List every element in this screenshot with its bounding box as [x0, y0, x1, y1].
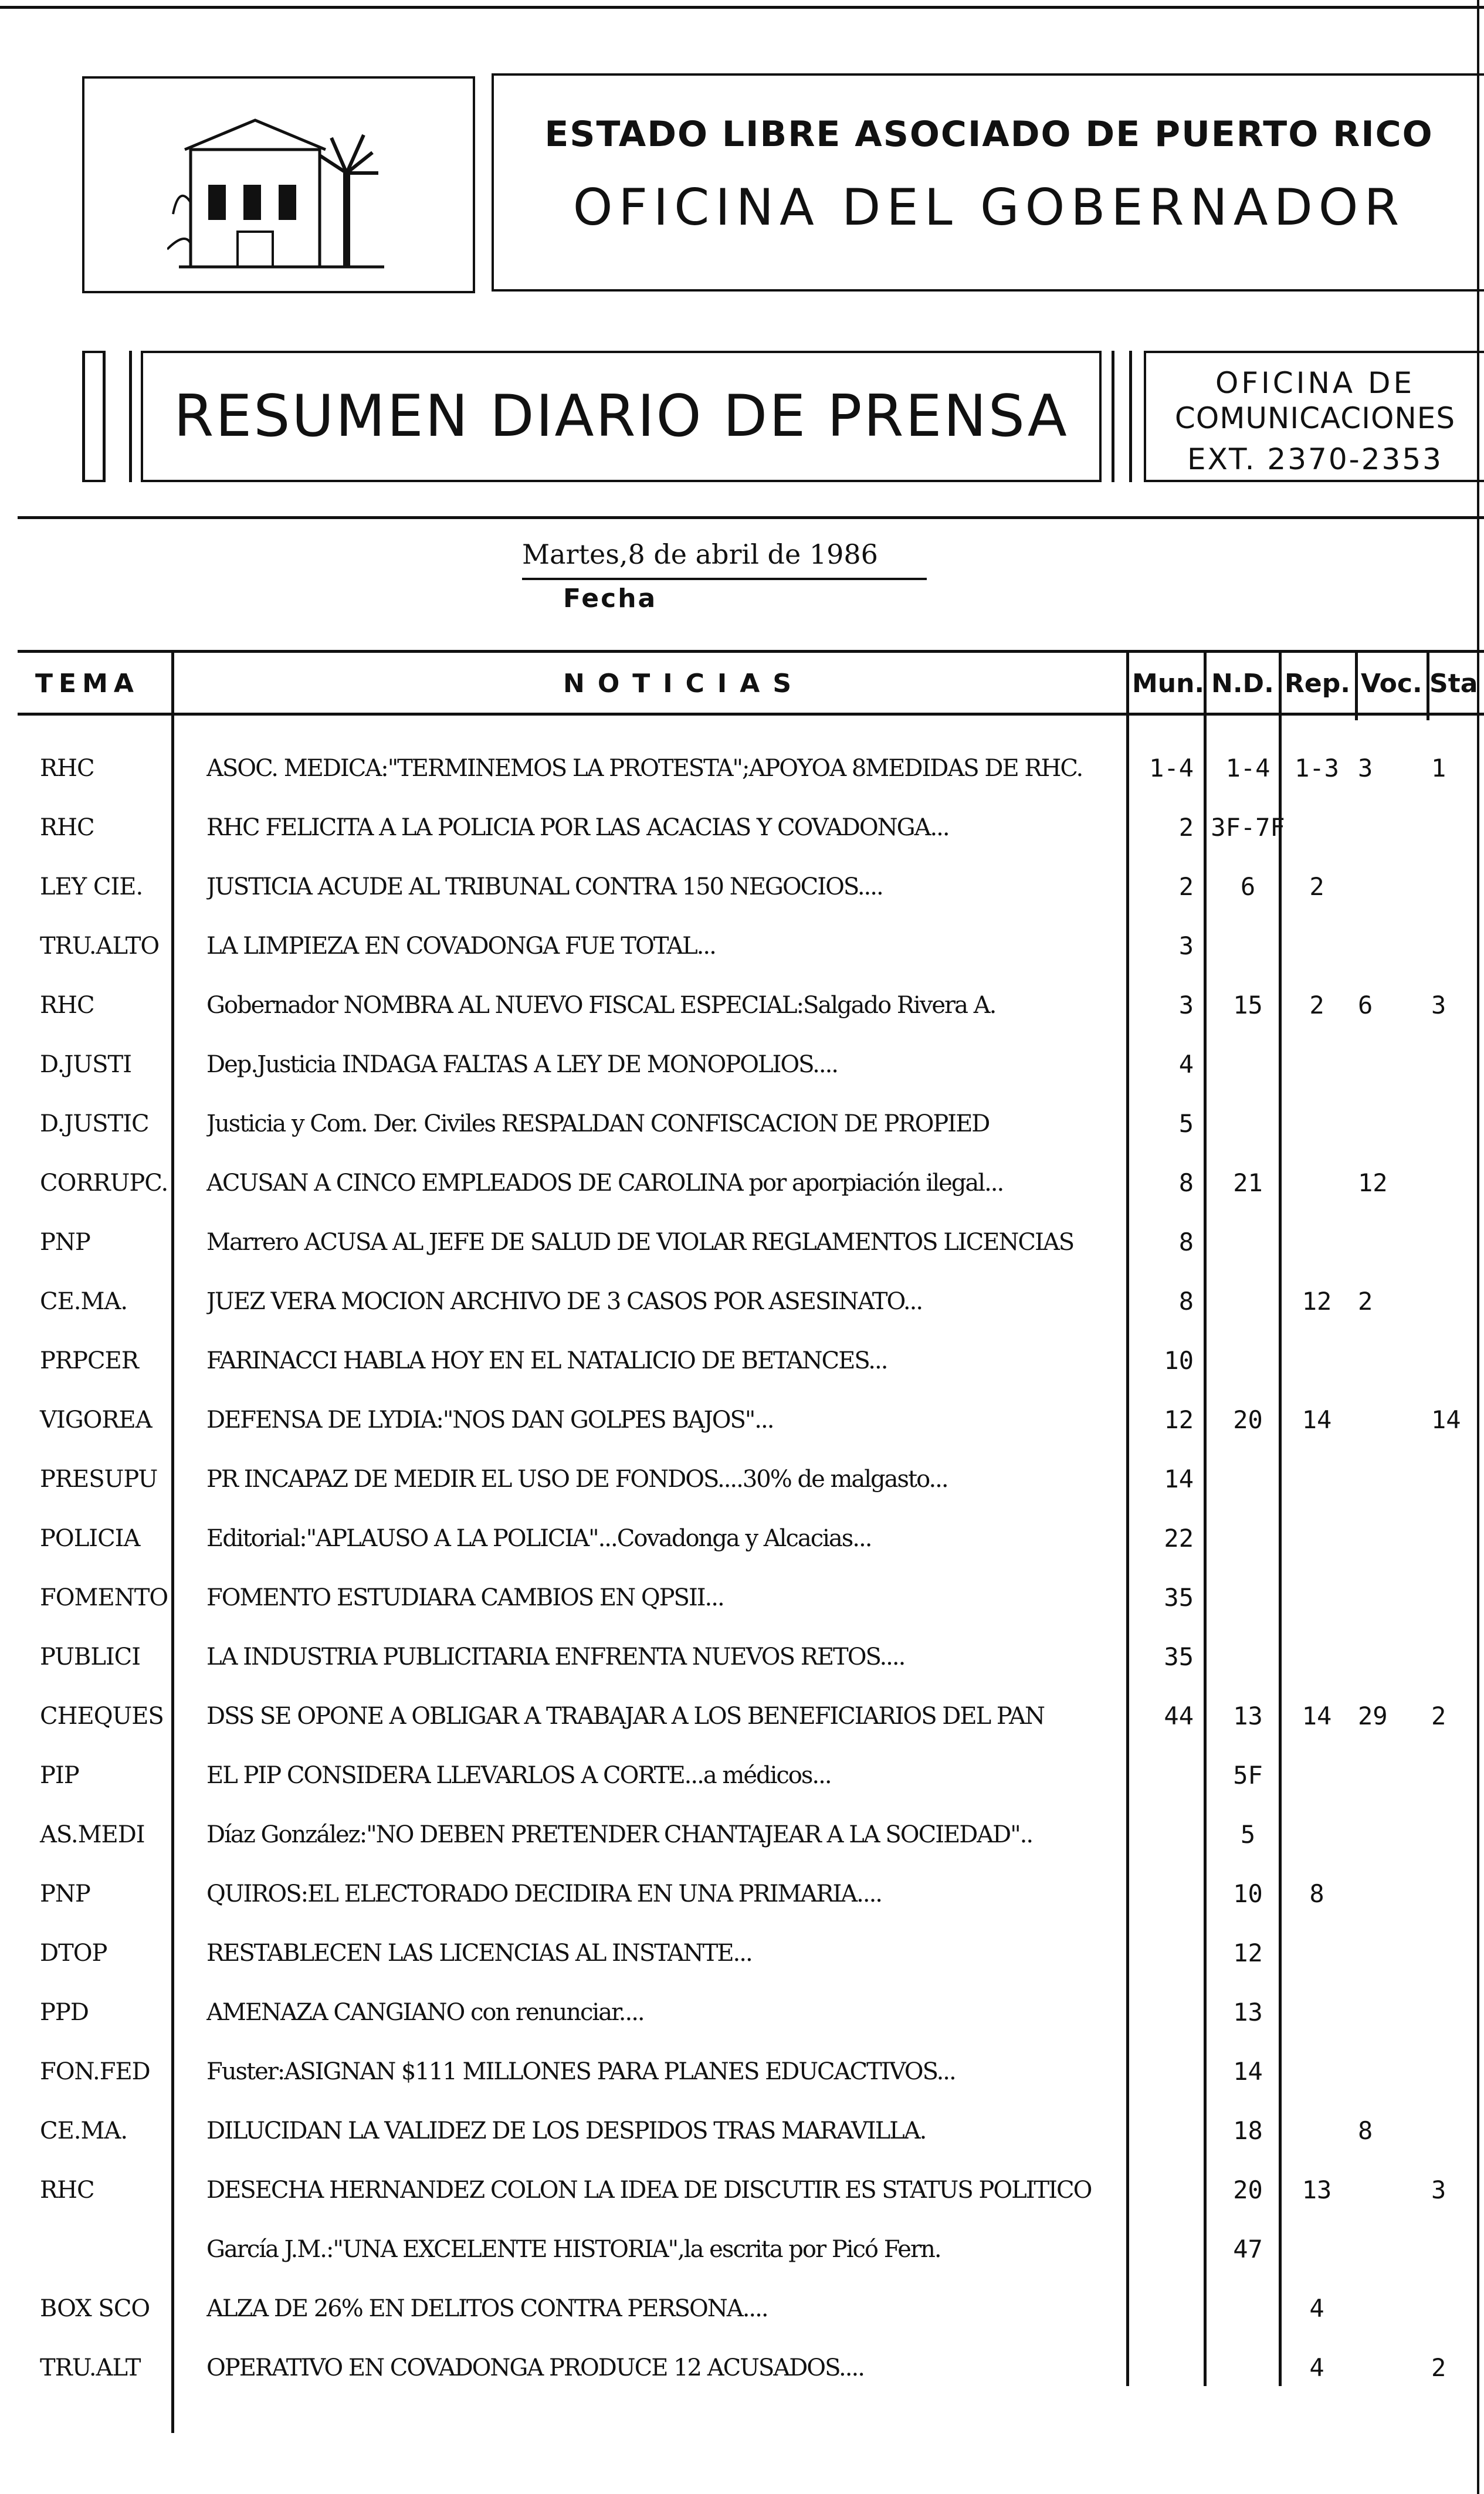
table-row	[0, 1038, 1484, 1091]
row-noticia: FARINACCI HABLA HOY EN EL NATALICIO DE BETANCES...	[206, 1347, 887, 1374]
row-rep: 4	[1309, 2294, 1324, 2323]
date-value: Martes,8 de abril de 1986	[522, 538, 878, 570]
row-nd: 15	[1233, 991, 1263, 1019]
row-noticia: Díaz González:"NO DEBEN PRETENDER CHANTAJEAR A LA SOCIEDAD"..	[206, 1821, 1033, 1848]
fortaleza-building-icon	[167, 97, 390, 273]
header-box	[492, 73, 1484, 292]
communications-office-box	[1144, 351, 1484, 482]
deco-bar	[129, 351, 132, 482]
row-sta: 2	[1431, 2353, 1446, 2382]
table-row	[0, 801, 1484, 854]
row-noticia: ALZA DE 26% EN DELITOS CONTRA PERSONA....	[206, 2295, 768, 2322]
row-noticia: Gobernador NOMBRA AL NUEVO FISCAL ESPECIAL:Salgado Rivera A.	[206, 992, 996, 1019]
row-tema: D.JUSTIC	[40, 1110, 149, 1137]
row-noticia: Justicia y Com. Der. Civiles RESPALDAN CONFISCACION DE PROPIED	[206, 1110, 990, 1137]
row-noticia: ACUSAN A CINCO EMPLEADOS DE CAROLINA por aporpiación ilegal...	[206, 1170, 1004, 1197]
row-rep: 1-3	[1295, 754, 1339, 782]
table-row	[0, 1097, 1484, 1150]
row-voc: 6	[1358, 991, 1373, 1019]
row-rep: 14	[1302, 1702, 1332, 1730]
row-voc: 29	[1358, 1702, 1388, 1730]
table-row	[0, 1334, 1484, 1387]
row-sta: 3	[1431, 991, 1446, 1019]
row-tema: CE.MA.	[40, 1288, 128, 1315]
row-noticia: AMENAZA CANGIANO con renunciar....	[206, 1999, 644, 2026]
row-mun: 5	[1178, 1109, 1194, 1138]
row-mun: 1-4	[1149, 754, 1194, 782]
row-mun: 14	[1164, 1465, 1194, 1493]
table-row	[0, 2045, 1484, 2098]
row-tema: RHC	[40, 992, 94, 1019]
row-sta: 1	[1431, 754, 1446, 782]
header-noticias: NOTICIAS	[563, 669, 805, 699]
row-tema: FOMENTO	[40, 1584, 168, 1611]
row-rep: 12	[1302, 1287, 1332, 1316]
row-sta: 3	[1431, 2176, 1446, 2204]
row-noticia: LA LIMPIEZA EN COVADONGA FUE TOTAL...	[206, 933, 716, 960]
row-rep: 8	[1309, 1879, 1324, 1908]
row-nd: 5	[1240, 1820, 1256, 1849]
row-tema: CHEQUES	[40, 1703, 164, 1730]
row-rep: 4	[1309, 2353, 1324, 2382]
header-voc: Voc.	[1361, 669, 1422, 699]
row-noticia: FOMENTO ESTUDIARA CAMBIOS EN QPSII...	[206, 1584, 724, 1611]
row-tema: CORRUPC.	[40, 1170, 168, 1197]
deco-bar	[1112, 351, 1114, 482]
row-nd: 20	[1233, 2176, 1263, 2204]
header-mun: Mun.	[1132, 669, 1205, 699]
table-row	[0, 1927, 1484, 1980]
table-row	[0, 920, 1484, 972]
office-extension: EXT. 2370-2353	[1187, 442, 1443, 476]
table-row	[0, 1216, 1484, 1269]
row-tema: FON.FED	[40, 2058, 150, 2085]
header-rep: Rep.	[1285, 669, 1350, 699]
row-noticia: Marrero ACUSA AL JEFE DE SALUD DE VIOLAR REGLAMENTOS LICENCIAS	[206, 1229, 1074, 1256]
table-row	[0, 1571, 1484, 1624]
row-nd: 10	[1233, 1879, 1263, 1908]
header-tema: TEMA	[35, 669, 140, 699]
row-noticia: QUIROS:EL ELECTORADO DECIDIRA EN UNA PRIMARIA....	[206, 1880, 882, 1907]
office-line-1: OFICINA DE	[1215, 366, 1415, 400]
table-row	[0, 1631, 1484, 1683]
row-mun: 44	[1164, 1702, 1194, 1730]
row-nd: 12	[1233, 1939, 1263, 1967]
header-separator	[18, 516, 1484, 519]
row-mun: 35	[1164, 1583, 1194, 1612]
row-rep: 14	[1302, 1405, 1332, 1434]
row-voc: 8	[1358, 2116, 1373, 2145]
table-row	[0, 1868, 1484, 1920]
row-tema: CE.MA.	[40, 2117, 128, 2144]
table-row	[0, 2105, 1484, 2157]
table-top-border	[18, 650, 1484, 653]
table-row	[0, 1986, 1484, 2039]
top-border	[0, 6, 1484, 9]
row-tema: PNP	[40, 1880, 90, 1907]
row-nd: 14	[1233, 2057, 1263, 2086]
row-mun: 35	[1164, 1642, 1194, 1671]
deco-bar	[82, 351, 85, 482]
table-row	[0, 1394, 1484, 1446]
table-row	[0, 1690, 1484, 1743]
row-rep: 13	[1302, 2176, 1332, 2204]
table-row	[0, 1157, 1484, 1209]
row-noticia: Editorial:"APLAUSO A LA POLICIA"...Covadonga y Alcacias...	[206, 1525, 872, 1552]
government-name: ESTADO LIBRE ASOCIADO DE PUERTO RICO	[544, 114, 1434, 155]
row-tema: LEY CIE.	[40, 873, 143, 900]
row-tema: PPD	[40, 1999, 89, 2026]
row-noticia: OPERATIVO EN COVADONGA PRODUCE 12 ACUSADOS....	[206, 2354, 864, 2381]
column-divider	[1355, 650, 1358, 720]
table-row	[0, 979, 1484, 1032]
table-row	[0, 1275, 1484, 1328]
row-noticia: RHC FELICITA A LA POLICIA POR LAS ACACIAS Y COVADONGA...	[206, 814, 949, 841]
table-row	[0, 1808, 1484, 1861]
row-noticia: LA INDUSTRIA PUBLICITARIA ENFRENTA NUEVOS RETOS....	[206, 1644, 905, 1670]
row-tema: PNP	[40, 1229, 90, 1256]
row-mun: 8	[1178, 1228, 1194, 1256]
row-noticia: PR INCAPAZ DE MEDIR EL USO DE FONDOS....30% de malgasto...	[206, 1466, 948, 1493]
row-tema: AS.MEDI	[40, 1821, 145, 1848]
logo-box	[82, 76, 475, 293]
deco-bar	[1129, 351, 1132, 482]
row-mun: 3	[1178, 991, 1194, 1019]
row-voc: 3	[1358, 754, 1373, 782]
page-title: RESUMEN DIARIO DE PRENSA	[174, 383, 1069, 450]
row-mun: 8	[1178, 1287, 1194, 1316]
title-box	[141, 351, 1102, 482]
row-mun: 4	[1178, 1050, 1194, 1079]
table-row	[0, 2341, 1484, 2394]
table-row	[0, 1749, 1484, 1802]
row-nd: 13	[1233, 1702, 1263, 1730]
date-underline	[522, 578, 927, 580]
row-nd: 20	[1233, 1405, 1263, 1434]
deco-bar	[82, 480, 106, 482]
row-nd: 18	[1233, 2116, 1263, 2145]
row-nd: 5F	[1233, 1761, 1263, 1790]
row-noticia: DSS SE OPONE A OBLIGAR A TRABAJAR A LOS BENEFICIARIOS DEL PAN	[206, 1703, 1044, 1730]
row-noticia: EL PIP CONSIDERA LLEVARLOS A CORTE...a médicos...	[206, 1762, 831, 1789]
row-tema: PRESUPU	[40, 1466, 158, 1493]
row-noticia: JUSTICIA ACUDE AL TRIBUNAL CONTRA 150 NEGOCIOS....	[206, 873, 883, 900]
row-mun: 10	[1164, 1346, 1194, 1375]
table-row	[0, 860, 1484, 913]
row-mun: 3	[1178, 931, 1194, 960]
deco-bar	[103, 351, 106, 482]
row-noticia: DEFENSA DE LYDIA:"NOS DAN GOLPES BAJOS"...	[206, 1407, 774, 1434]
row-tema: RHC	[40, 755, 94, 782]
table-header-border	[18, 713, 1484, 716]
row-rep: 2	[1309, 991, 1324, 1019]
deco-bar	[82, 351, 106, 353]
row-noticia: DILUCIDAN LA VALIDEZ DE LOS DESPIDOS TRAS MARAVILLA.	[206, 2117, 926, 2144]
row-noticia: DESECHA HERNANDEZ COLON LA IDEA DE DISCUTIR ES STATUS POLITICO	[206, 2177, 1092, 2204]
office-name: OFICINA DEL GOBERNADOR	[572, 178, 1405, 237]
row-tema: PRPCER	[40, 1347, 138, 1374]
row-tema: POLICIA	[40, 1525, 140, 1552]
row-nd: 3F-7F	[1211, 813, 1285, 842]
row-mun: 2	[1178, 813, 1194, 842]
table-row	[0, 742, 1484, 795]
date-label: Fecha	[563, 584, 658, 614]
row-tema: PUBLICI	[40, 1644, 141, 1670]
row-mun: 8	[1178, 1168, 1194, 1197]
row-tema: DTOP	[40, 1940, 107, 1967]
row-noticia: RESTABLECEN LAS LICENCIAS AL INSTANTE...	[206, 1940, 752, 1967]
header-nd: N.D.	[1211, 669, 1274, 699]
row-tema: RHC	[40, 814, 94, 841]
row-tema: D.JUSTI	[40, 1051, 131, 1078]
row-noticia: García J.M.:"UNA EXCELENTE HISTORIA",la escrita por Picó Fern.	[206, 2236, 941, 2263]
row-tema: TRU.ALTO	[40, 933, 160, 960]
row-tema: TRU.ALT	[40, 2354, 141, 2381]
header-sta: Sta	[1429, 669, 1478, 699]
table-row	[0, 2223, 1484, 2276]
row-nd: 6	[1240, 872, 1256, 901]
row-tema: RHC	[40, 2177, 94, 2204]
row-sta: 2	[1431, 1702, 1446, 1730]
row-mun: 2	[1178, 872, 1194, 901]
table-row	[0, 1512, 1484, 1565]
row-nd: 13	[1233, 1998, 1263, 2027]
row-noticia: Fuster:ASIGNAN $111 MILLONES PARA PLANES EDUCACTIVOS...	[206, 2058, 956, 2085]
row-noticia: JUEZ VERA MOCION ARCHIVO DE 3 CASOS POR ASESINATO...	[206, 1288, 923, 1315]
row-tema: VIGOREA	[40, 1407, 152, 1434]
row-voc: 2	[1358, 1287, 1373, 1316]
row-mun: 22	[1164, 1524, 1194, 1553]
table-row	[0, 1453, 1484, 1506]
row-nd: 21	[1233, 1168, 1263, 1197]
row-mun: 12	[1164, 1405, 1194, 1434]
row-sta: 14	[1431, 1405, 1461, 1434]
row-voc: 12	[1358, 1168, 1388, 1197]
row-noticia: Dep.Justicia INDAGA FALTAS A LEY DE MONOPOLIOS....	[206, 1051, 838, 1078]
row-nd: 1-4	[1225, 754, 1270, 782]
office-line-2: COMUNICACIONES	[1174, 401, 1456, 435]
table-row	[0, 2164, 1484, 2217]
row-rep: 2	[1309, 872, 1324, 901]
row-noticia: ASOC. MEDICA:"TERMINEMOS LA PROTESTA";APOYOA 8MEDIDAS DE RHC.	[206, 755, 1083, 782]
row-tema: PIP	[40, 1762, 79, 1789]
row-nd: 47	[1233, 2235, 1263, 2263]
table-row	[0, 2282, 1484, 2335]
row-tema: BOX SCO	[40, 2295, 150, 2322]
